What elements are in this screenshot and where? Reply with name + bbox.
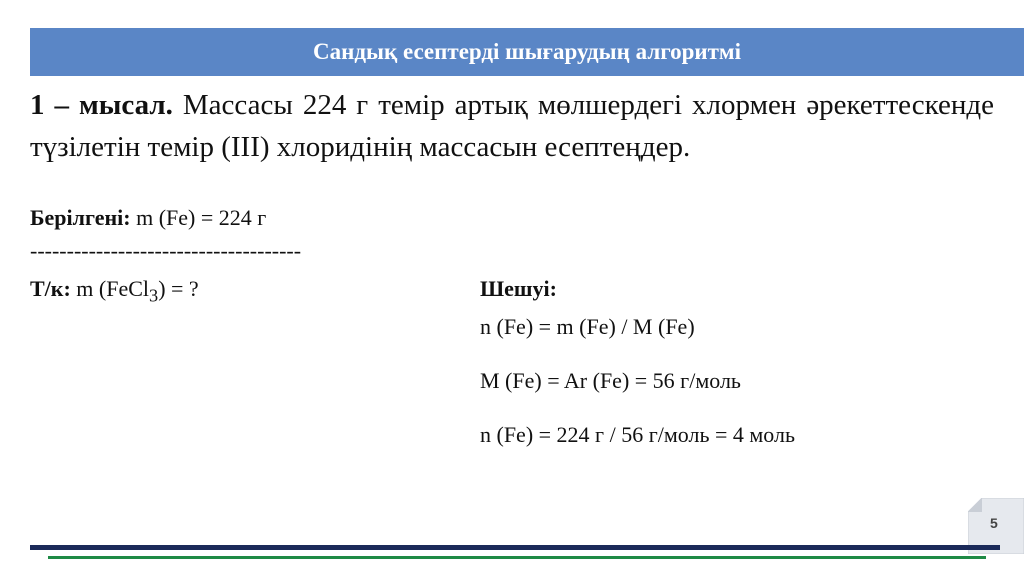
example-label: 1 – мысал. <box>30 89 173 121</box>
given-line <box>30 205 266 231</box>
solution-line-2: M (Fe) = Ar (Fe) = 56 г/моль <box>480 368 741 393</box>
find-suffix: ) = ? <box>158 276 199 301</box>
given-label: Берілгені: <box>30 205 131 230</box>
problem-statement <box>30 84 994 168</box>
find-label: Т/к: <box>30 276 71 301</box>
slide-title: Сандық есептерді шығарудың алгоритмі <box>313 39 741 64</box>
solution-label: Шешуі: <box>480 276 557 301</box>
solution-line-1: n (Fe) = m (Fe) / M (Fe) <box>480 314 695 339</box>
problem-text: Массасы 224 г темір артық мөлшердегі хлормен әрекеттескенде түзілетін темір (III) хлоридінің массасын есептеңдер. <box>30 89 994 163</box>
solution-line-3: n (Fe) = 224 г / 56 г/моль = 4 моль <box>480 422 796 447</box>
find-subscript: 3 <box>149 285 159 306</box>
page-number: 5 <box>990 515 998 531</box>
find-prefix: m (FeCl <box>76 276 150 301</box>
footer-rule-blue <box>30 545 1000 550</box>
separator-line: ------------------------------------- <box>30 238 302 263</box>
title-bar <box>30 28 1024 76</box>
find-line <box>30 276 199 306</box>
given-value: m (Fe) = 224 г <box>136 205 267 230</box>
footer-rule-green <box>48 556 986 559</box>
